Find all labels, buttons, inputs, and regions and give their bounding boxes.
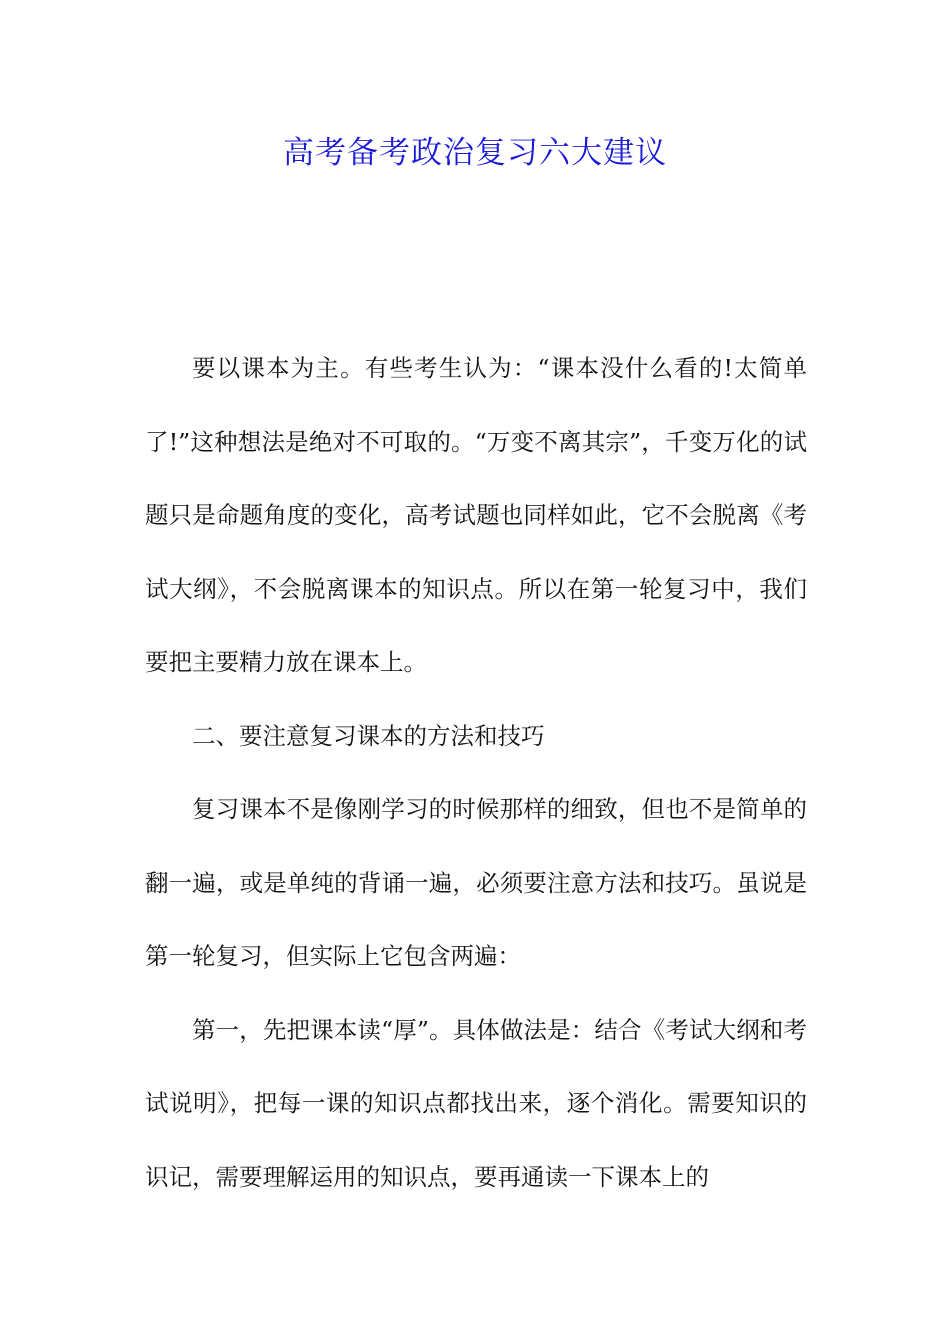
paragraph: 第一，先把课本读“厚”。具体做法是：结合《考试大纲和考试说明》，把每一课的知识点都找出来，逐个消化。需要知识的识记，需要理解运用的知识点，要再通读一下课本上的 [145, 1015, 807, 1191]
document-body [145, 332, 807, 1214]
paragraph: 要以课本为主。有些考生认为：“课本没什么看的!太简单了!”这种想法是绝对不可取的。“万变不离其宗”，千变万化的试题只是命题角度的变化，高考试题也同样如此，它不会脱离《考试大纲》，不会脱离课本的知识点。所以在第一轮复习中，我们要把主要精力放在课本上。 [145, 354, 807, 676]
section-heading: 二、要注意复习课本的方法和技巧 [192, 721, 545, 750]
document-title: 高考备考政治复习六大建议 [283, 135, 667, 171]
paragraph: 复习课本不是像刚学习的时候那样的细致，但也不是简单的翻一遍，或是单纯的背诵一遍，必须要注意方法和技巧。虽说是第一轮复习，但实际上它包含两遍： [145, 795, 807, 970]
